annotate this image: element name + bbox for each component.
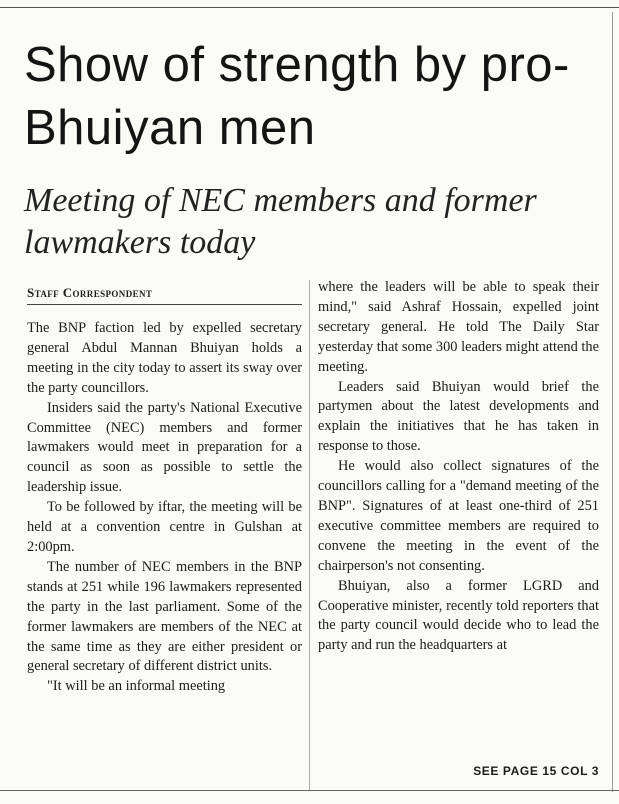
paragraph: Bhuiyan, also a former LGRD and Cooperative minister, recently told reporters that the party council would decide who to lead the party and run the headquarters at [318,577,599,654]
paragraph: To be followed by iftar, the meeting will be held at a convention centre in Gulshan at 2:00pm. [27,499,302,555]
article-right-column [318,278,599,656]
paragraph: "It will be an informal meeting [47,678,226,695]
paragraph: Leaders said Bhuiyan would brief the partymen about the latest developments and explain the initiatives that he has taken in response to those. [318,378,599,455]
right-edge-rule [612,12,613,792]
article-left-column [27,319,302,697]
paragraph: He would also collect signatures of the councillors calling for a "demand meeting of the BNP". Signatures of at least one-third of 251 executive committee members are required to convene the meeting in the event of the chairperson's not consenting. [318,458,599,574]
bottom-rule [0,790,619,791]
top-rule [0,7,619,8]
paragraph: Insiders said the party's National Executive Committee (NEC) members and former lawmakers would meet in preparation for a council as soon as possible to settle the leadership issue. [27,399,302,496]
column-divider [309,280,310,790]
headline: Show of strength by pro-Bhuiyan men [24,38,570,155]
byline: Staff Correspondent [27,285,302,305]
paragraph: The number of NEC members in the BNP stands at 251 while 196 lawmakers represented the party in the last parliament. Some of the former lawmakers are members of the NEC at the same time as they are either president or general secretary of different district units. [27,558,302,675]
paragraph: The BNP faction led by expelled secretary general Abdul Mannan Bhuiyan holds a meeting in the city today to assert its sway over the party councillors. [27,320,302,396]
paragraph: where the leaders will be able to speak their mind," said Ashraf Hossain, expelled joint secretary general. He told The Daily Star yesterday that some 300 leaders might attend the meeting. [318,279,599,375]
continuation-jump: SEE PAGE 15 COL 3 [473,764,599,778]
subheadline: Meeting of NEC members and former lawmakers today [24,182,537,261]
